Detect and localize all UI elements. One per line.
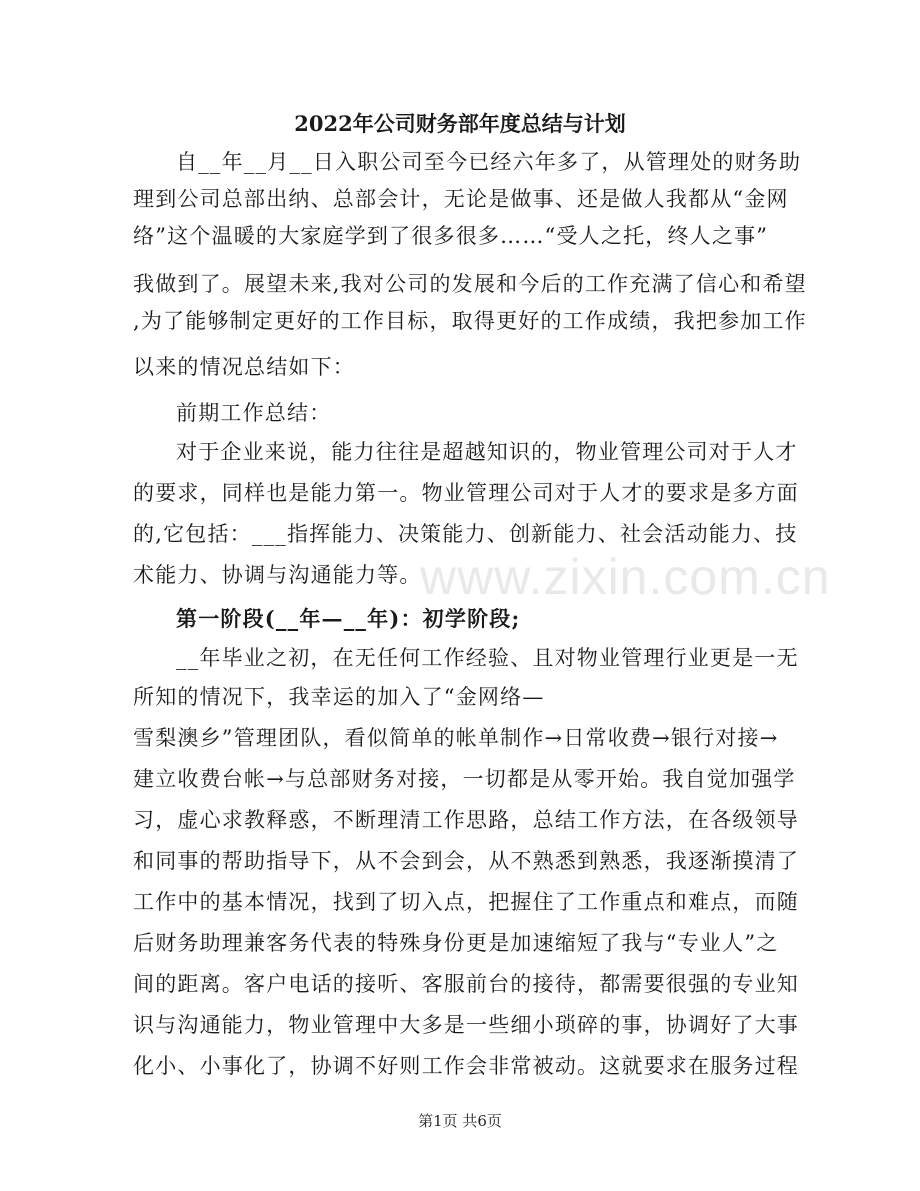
text-line: 的,它包括：___指挥能力、决策能力、创新能力、社会活动能力、技 bbox=[133, 522, 798, 546]
text-line: 识与沟通能力，物业管理中大多是一些细小琐碎的事，协调好了大事 bbox=[133, 1013, 799, 1037]
text-line: 后财务助理兼客务代表的特殊身份更是加速缩短了我与“专业人”之 bbox=[133, 931, 779, 955]
section-heading-stage-one: 第一阶段(__年—__年)：初学阶段; bbox=[176, 606, 521, 631]
text-line: 所知的情况下，我幸运的加入了“金网络— bbox=[133, 685, 545, 709]
text-line: 理到公司总部出纳、总部会计，无论是做事、还是做人我都从“金网 bbox=[133, 187, 789, 211]
text-line: 间的距离。客户电话的接听、客服前台的接待，都需要很强的专业知 bbox=[133, 972, 799, 996]
text-line: 对于企业来说，能力往往是超越知识的，物业管理公司对于人才 bbox=[176, 440, 798, 464]
text-line: 我做到了。展望未来,我对公司的发展和今后的工作充满了信心和希望 bbox=[133, 272, 807, 296]
text-line: 化小、小事化了，协调不好则工作会非常被动。这就要求在服务过程 bbox=[133, 1054, 799, 1078]
text-line: 建立收费台帐→与总部财务对接，一切都是从零开始。我自觉加强学 bbox=[133, 767, 796, 791]
text-line: 和同事的帮助指导下，从不会到会，从不熟悉到熟悉，我逐渐摸清了 bbox=[133, 849, 799, 873]
watermark: www.zixin.com.cn bbox=[420, 549, 831, 605]
section-heading-summary: 前期工作总结： bbox=[176, 401, 332, 425]
document-title: 2022年公司财务部年度总结与计划 bbox=[294, 111, 626, 136]
text-line: __年毕业之初，在无任何工作经验、且对物业管理行业更是一无 bbox=[176, 646, 799, 670]
text-line: 络”这个温暖的大家庭学到了很多很多……“受人之托，终人之事” bbox=[133, 224, 769, 248]
text-line: ,为了能够制定更好的工作目标，取得更好的工作成绩，我把参加工作 bbox=[133, 309, 807, 333]
page-number: 第1页 共6页 bbox=[418, 1112, 502, 1130]
text-line: 工作中的基本情况，找到了切入点，把握住了工作重点和难点，而随 bbox=[133, 890, 799, 914]
text-line: 习，虚心求教释惑，不断理清工作思路，总结工作方法，在各级领导 bbox=[133, 808, 799, 832]
text-line: 的要求，同样也是能力第一。物业管理公司对于人才的要求是多方面 bbox=[133, 481, 799, 505]
text-line: 雪梨澳乡”管理团队，看似简单的帐单制作→日常收费→银行对接→ bbox=[133, 726, 779, 750]
text-line: 术能力、协调与沟通能力等。 bbox=[133, 563, 422, 587]
text-line: 自__年__月__日入职公司至今已经六年多了，从管理处的财务助 bbox=[176, 150, 802, 174]
text-line: 以来的情况总结如下： bbox=[133, 355, 355, 379]
